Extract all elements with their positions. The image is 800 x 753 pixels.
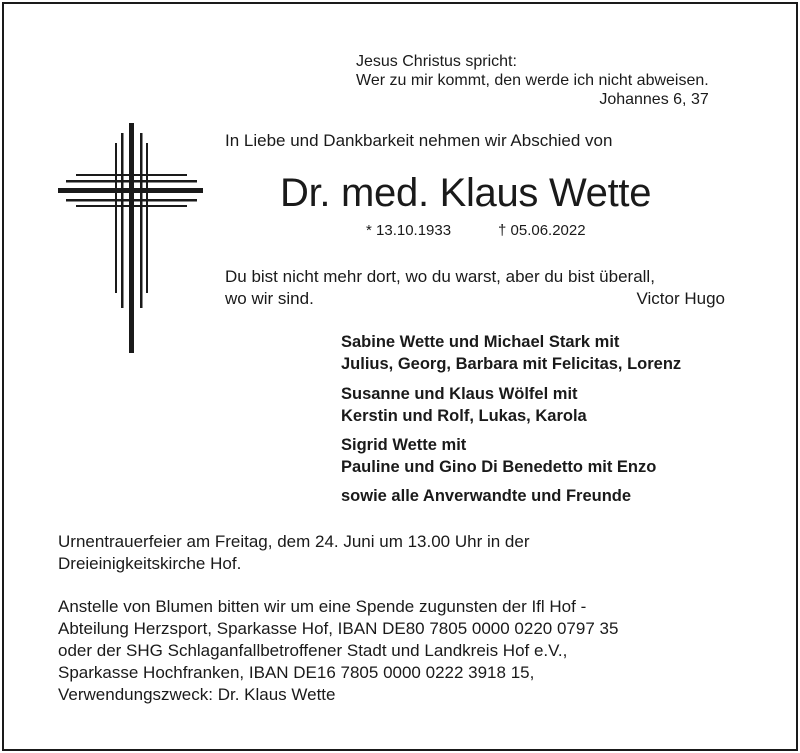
- quote-line-1: Jesus Christus spricht:: [356, 53, 517, 70]
- family-group: [341, 486, 631, 508]
- family-line: Susanne und Klaus Wölfel mit: [341, 385, 578, 403]
- family-line: sowie alle Anverwandte und Freunde: [341, 487, 632, 505]
- deceased-name: Dr. med. Klaus Wette: [280, 171, 652, 215]
- family-line: Pauline und Gino Di Benedetto mit Enzo: [341, 457, 657, 476]
- service-line-2: Dreieinigkeitskirche Hof.: [58, 554, 242, 573]
- donation-line: Anstelle von Blumen bitten wir um eine Spende zugunsten der Ifl Hof -: [58, 597, 587, 616]
- poem-quote: [225, 266, 725, 310]
- family-group: [341, 384, 587, 427]
- family-line: Julius, Georg, Barbara mit Felicitas, Lorenz: [341, 354, 682, 373]
- quote-reference: Johannes 6, 37: [599, 91, 709, 108]
- poem-author: Victor Hugo: [636, 289, 725, 308]
- poem-line-2: wo wir sind.: [225, 289, 314, 308]
- donation-line: Verwendungszweck: Dr. Klaus Wette: [58, 685, 336, 704]
- service-info: [58, 531, 530, 575]
- donation-line: Abteilung Herzsport, Sparkasse Hof, IBAN DE80 7805 0000 0220 0797 35: [58, 619, 619, 638]
- family-group: [341, 332, 681, 375]
- poem-line-1: Du bist nicht mehr dort, wo du warst, aber du bist überall,: [225, 267, 655, 286]
- family-group: [341, 435, 656, 478]
- donation-info: [58, 596, 618, 706]
- death-date: † 05.06.2022: [498, 222, 586, 239]
- service-line-1: Urnentrauerfeier am Freitag, dem 24. Juni um 13.00 Uhr in der: [58, 532, 530, 551]
- intro-text: In Liebe und Dankbarkeit nehmen wir Abschied von: [225, 131, 613, 150]
- donation-line: oder der SHG Schlaganfallbetroffener Stadt und Landkreis Hof e.V.,: [58, 641, 568, 660]
- quote-line-2: Wer zu mir kommt, den werde ich nicht abweisen.: [356, 72, 709, 89]
- donation-line: Sparkasse Hochfranken, IBAN DE16 7805 0000 0222 3918 15,: [58, 663, 535, 682]
- cross-icon: [58, 123, 203, 353]
- birth-date: * 13.10.1933: [366, 222, 452, 239]
- family-line: Sigrid Wette mit: [341, 436, 467, 454]
- bible-quote: [356, 52, 709, 109]
- family-line: Kerstin und Rolf, Lukas, Karola: [341, 406, 587, 425]
- family-line: Sabine Wette und Michael Stark mit: [341, 333, 620, 351]
